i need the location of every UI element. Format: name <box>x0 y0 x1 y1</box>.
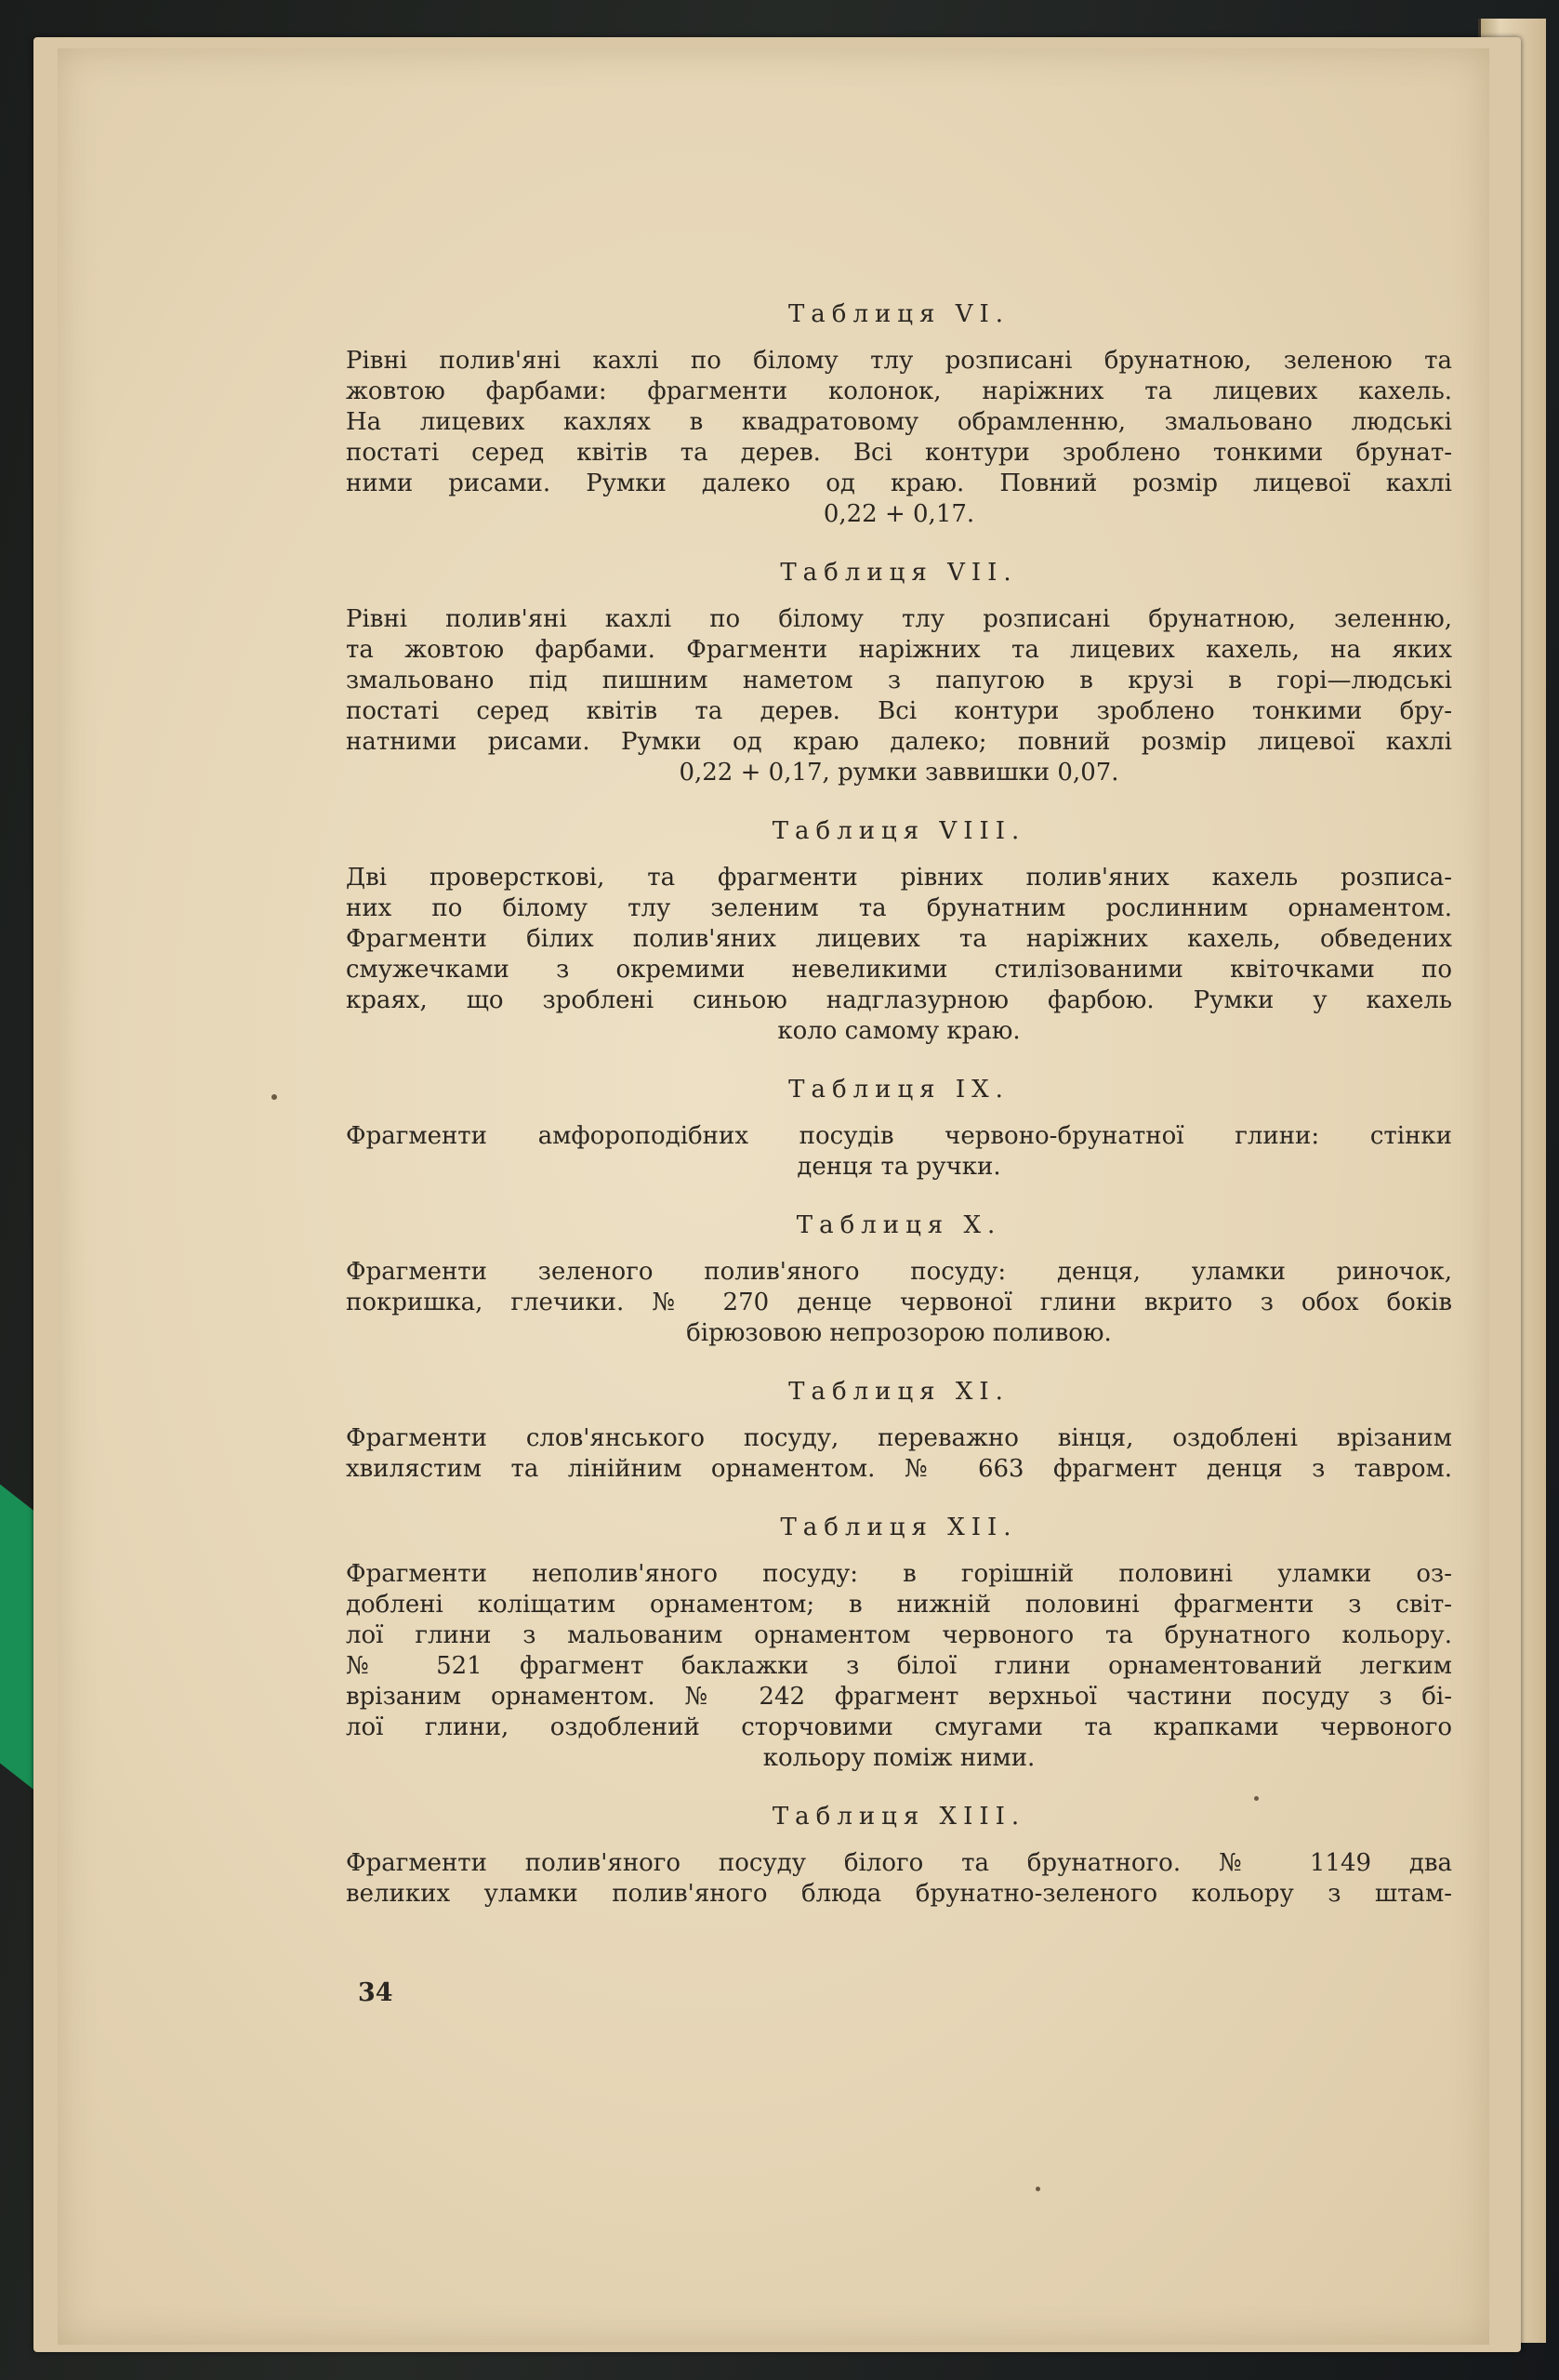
section-heading: Таблиця XIII. <box>772 1803 1026 1831</box>
paragraph-line: великих уламки полив'яного блюда брунатно-зеленого кольору з штам- <box>346 1880 1452 1908</box>
paragraph-line: лої глини, оздоблений сторчовими смугами та крапками червоного <box>346 1713 1452 1741</box>
section-paragraph <box>346 863 1452 1047</box>
paragraph-line: Дві проверсткові, та фрагменти рівних полив'яних кахель розписа- <box>346 864 1452 892</box>
paragraph-line: доблені коліщатим орнаментом; в нижній половині фрагменти з світ- <box>346 1591 1452 1619</box>
page-content <box>346 298 1452 1910</box>
section-table-vi <box>346 298 1452 530</box>
paragraph-line: хвилястим та лінійним орнаментом. № 663 фрагмент денця з тавром. <box>346 1455 1452 1483</box>
section-heading: Таблиця VII. <box>780 559 1018 587</box>
section-table-xi <box>346 1375 1452 1485</box>
paragraph-line: змальовано під пишним наметом з папугою в крузі в горі—людські <box>346 667 1452 694</box>
section-heading: Таблиця XI. <box>788 1378 1010 1406</box>
paragraph-line: Фрагменти амфороподібних посудів червоно-брунатної глини: стінки <box>346 1122 1452 1150</box>
paragraph-line: 0,22 + 0,17, румки заввишки 0,07. <box>679 759 1119 787</box>
paragraph-line: натними рисами. Румки од краю далеко; повний розмір лицевої кахлі <box>346 728 1452 756</box>
section-table-viii <box>346 814 1452 1047</box>
paragraph-line: лої глини з мальованим орнаментом червоного та брунатного кольору. <box>346 1621 1452 1649</box>
section-paragraph <box>346 346 1452 530</box>
paragraph-line: краях, що зроблені синьою надглазурною фарбою. Румки у кахель <box>346 986 1452 1014</box>
paragraph-line: бірюзовою непрозорою поливою. <box>686 1319 1112 1347</box>
paragraph-line: Рівні полив'яні кахлі по білому тлу розписані брунатною, зеленою та <box>346 347 1452 375</box>
paragraph-line: постаті серед квітів та дерев. Всі контури зроблено тонкими брунат- <box>346 439 1452 467</box>
section-heading: Таблиця X. <box>796 1211 1002 1239</box>
section-heading: Таблиця VI. <box>787 300 1011 328</box>
paragraph-line: кольору поміж ними. <box>762 1744 1036 1772</box>
paragraph-line: ними рисами. Румки далеко од краю. Повний розмір лицевої кахлі <box>346 469 1452 497</box>
paragraph-line: Фрагменти білих полив'яних лицевих та наріжних кахель, обведених <box>346 925 1452 953</box>
section-paragraph <box>346 1257 1452 1349</box>
paragraph-line: врізаним орнаментом. № 242 фрагмент верхньої частини посуду з бі- <box>346 1683 1452 1711</box>
paragraph-line: них по білому тлу зеленим та брунатним рослинним орнаментом. <box>346 894 1452 922</box>
page-number: 34 <box>358 1978 393 2007</box>
paragraph-line: постаті серед квітів та дерев. Всі контури зроблено тонкими бру- <box>346 697 1452 725</box>
section-heading: Таблиця VIII. <box>772 817 1026 845</box>
paragraph-line: Фрагменти полив'яного посуду білого та брунатного. № 1149 два <box>346 1849 1452 1877</box>
paragraph-line: Рівні полив'яні кахлі по білому тлу розписані брунатною, зеленню, <box>346 605 1452 633</box>
section-paragraph <box>346 604 1452 788</box>
section-paragraph <box>346 1848 1452 1910</box>
paragraph-line: 0,22 + 0,17. <box>823 500 975 528</box>
paper-speck <box>271 1094 277 1100</box>
section-table-x <box>346 1209 1452 1349</box>
paragraph-line: покришка, глечики. № 270 денце червоної глини вкрито з обох боків <box>346 1289 1452 1316</box>
section-heading: Таблиця XII. <box>780 1514 1018 1541</box>
section-paragraph <box>346 1559 1452 1774</box>
section-table-ix <box>346 1073 1452 1183</box>
paragraph-line: та жовтою фарбами. Фрагменти наріжних та лицевих кахель, на яких <box>346 636 1452 664</box>
section-paragraph <box>346 1121 1452 1183</box>
paragraph-line: № 521 фрагмент баклажки з білої глини орнаментований легким <box>346 1652 1452 1680</box>
section-paragraph <box>346 1423 1452 1485</box>
section-table-xii <box>346 1511 1452 1774</box>
paragraph-line: денця та ручки. <box>797 1153 1001 1181</box>
paragraph-line: На лицевих кахлях в квадратовому обрамленню, змальовано людські <box>346 408 1452 436</box>
paper-speck <box>1036 2187 1040 2191</box>
paragraph-line: Фрагменти слов'янського посуду, переважно вінця, оздоблені врізаним <box>346 1424 1452 1452</box>
paragraph-line: смужечками з окремими невеликими стилізованими квіточками по <box>346 956 1452 984</box>
section-table-vii <box>346 556 1452 788</box>
paragraph-line: Фрагменти неполив'яного посуду: в горішній половині уламки оз- <box>346 1560 1452 1588</box>
paragraph-line: Фрагменти зеленого полив'яного посуду: денця, уламки риночок, <box>346 1258 1452 1286</box>
section-heading: Таблиця IX. <box>788 1076 1010 1104</box>
section-table-xiii <box>346 1800 1452 1910</box>
paragraph-line: жовтою фарбами: фрагменти колонок, наріжних та лицевих кахель. <box>346 377 1452 405</box>
paragraph-line: коло самому краю. <box>777 1017 1021 1045</box>
